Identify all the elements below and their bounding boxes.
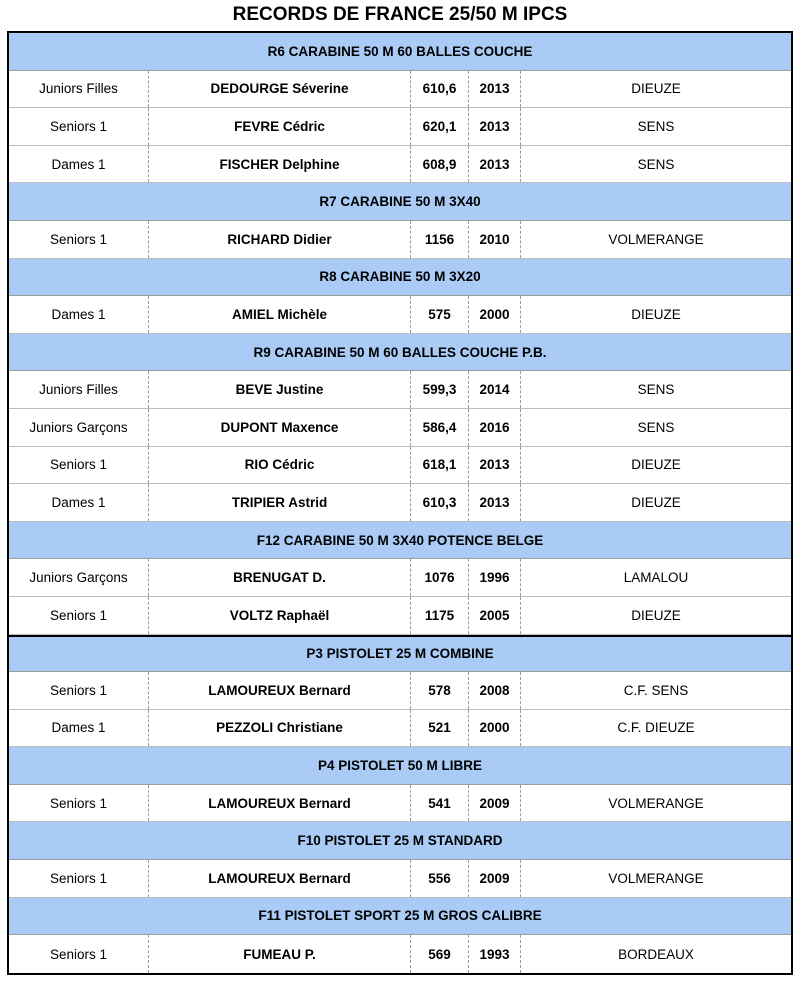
athlete-name-cell: DUPONT Maxence <box>149 409 411 446</box>
score-cell: 610,6 <box>411 71 469 108</box>
athlete-name-cell: BRENUGAT D. <box>149 559 411 596</box>
place-cell: SENS <box>637 156 675 172</box>
category-cell: Juniors Filles <box>9 371 149 408</box>
section-header: R9 CARABINE 50 M 60 BALLES COUCHE P.B. <box>9 334 791 372</box>
year-cell: 2010 <box>469 221 521 258</box>
record-row <box>9 108 791 146</box>
score-cell: 569 <box>411 935 469 973</box>
athlete-name-cell: FEVRE Cédric <box>149 108 411 145</box>
record-row <box>9 785 791 823</box>
record-row <box>9 597 791 635</box>
record-row <box>9 296 791 334</box>
category-cell: Seniors 1 <box>9 597 149 634</box>
category-cell: Dames 1 <box>9 710 149 747</box>
place-cell: VOLMERANGE <box>608 870 704 886</box>
athlete-name-cell: LAMOUREUX Bernard <box>149 860 411 897</box>
score-cell: 575 <box>411 296 469 333</box>
record-row <box>9 409 791 447</box>
category-cell: Seniors 1 <box>9 108 149 145</box>
score-cell: 1156 <box>411 221 469 258</box>
score-cell: 599,3 <box>411 371 469 408</box>
year-cell: 2000 <box>469 296 521 333</box>
year-cell: 2005 <box>469 597 521 634</box>
year-cell: 1996 <box>469 559 521 596</box>
place-cell: VOLMERANGE <box>608 231 704 247</box>
score-cell: 521 <box>411 710 469 747</box>
score-cell: 578 <box>411 672 469 709</box>
page-title: RECORDS DE FRANCE 25/50 M IPCS <box>232 4 568 25</box>
score-cell: 541 <box>411 785 469 822</box>
place-cell: DIEUZE <box>631 306 681 322</box>
year-cell: 2009 <box>469 860 521 897</box>
record-row <box>9 860 791 898</box>
score-cell: 556 <box>411 860 469 897</box>
score-cell: 608,9 <box>411 146 469 183</box>
place-cell: C.F. DIEUZE <box>617 720 695 736</box>
place-cell: VOLMERANGE <box>608 795 704 811</box>
record-row <box>9 447 791 485</box>
record-row <box>9 484 791 522</box>
section-header: R6 CARABINE 50 M 60 BALLES COUCHE <box>9 33 791 71</box>
year-cell: 2014 <box>469 371 521 408</box>
records-table <box>7 31 793 975</box>
place-cell: SENS <box>637 118 675 134</box>
athlete-name-cell: VOLTZ Raphaël <box>149 597 411 634</box>
record-row <box>9 672 791 710</box>
athlete-name-cell: LAMOUREUX Bernard <box>149 672 411 709</box>
record-row <box>9 371 791 409</box>
place-cell: C.F. SENS <box>623 682 689 698</box>
score-cell: 1175 <box>411 597 469 634</box>
section-header: R8 CARABINE 50 M 3X20 <box>9 259 791 297</box>
record-row <box>9 146 791 184</box>
category-cell: Juniors Garçons <box>9 559 149 596</box>
year-cell: 2009 <box>469 785 521 822</box>
place-cell: DIEUZE <box>631 457 681 473</box>
place-cell: BORDEAUX <box>618 946 694 962</box>
category-cell: Seniors 1 <box>9 221 149 258</box>
score-cell: 610,3 <box>411 484 469 521</box>
category-cell: Seniors 1 <box>9 672 149 709</box>
category-cell: Dames 1 <box>9 146 149 183</box>
category-cell: Seniors 1 <box>9 935 149 973</box>
year-cell: 2013 <box>469 484 521 521</box>
athlete-name-cell: TRIPIER Astrid <box>149 484 411 521</box>
category-cell: Dames 1 <box>9 484 149 521</box>
place-cell: SENS <box>637 419 675 435</box>
category-cell: Seniors 1 <box>9 447 149 484</box>
athlete-name-cell: PEZZOLI Christiane <box>149 710 411 747</box>
year-cell: 2013 <box>469 71 521 108</box>
score-cell: 618,1 <box>411 447 469 484</box>
section-header: P4 PISTOLET 50 M LIBRE <box>9 747 791 785</box>
category-cell: Dames 1 <box>9 296 149 333</box>
year-cell: 2008 <box>469 672 521 709</box>
score-cell: 586,4 <box>411 409 469 446</box>
athlete-name-cell: BEVE Justine <box>149 371 411 408</box>
record-row <box>9 935 791 973</box>
year-cell: 2013 <box>469 146 521 183</box>
athlete-name-cell: DEDOURGE Séverine <box>149 71 411 108</box>
year-cell: 2013 <box>469 447 521 484</box>
athlete-name-cell: RICHARD Didier <box>149 221 411 258</box>
record-row <box>9 710 791 748</box>
category-cell: Juniors Garçons <box>9 409 149 446</box>
place-cell: DIEUZE <box>631 81 681 97</box>
category-cell: Seniors 1 <box>9 860 149 897</box>
place-cell: LAMALOU <box>623 570 689 586</box>
section-header: F10 PISTOLET 25 M STANDARD <box>9 822 791 860</box>
athlete-name-cell: FUMEAU P. <box>149 935 411 973</box>
category-cell: Juniors Filles <box>9 71 149 108</box>
record-row <box>9 71 791 109</box>
score-cell: 1076 <box>411 559 469 596</box>
year-cell: 1993 <box>469 935 521 973</box>
score-cell: 620,1 <box>411 108 469 145</box>
section-header: F11 PISTOLET SPORT 25 M GROS CALIBRE <box>9 898 791 936</box>
athlete-name-cell: LAMOUREUX Bernard <box>149 785 411 822</box>
athlete-name-cell: FISCHER Delphine <box>149 146 411 183</box>
athlete-name-cell: AMIEL Michèle <box>149 296 411 333</box>
record-row <box>9 559 791 597</box>
year-cell: 2000 <box>469 710 521 747</box>
year-cell: 2013 <box>469 108 521 145</box>
section-header: F12 CARABINE 50 M 3X40 POTENCE BELGE <box>9 522 791 560</box>
year-cell: 2016 <box>469 409 521 446</box>
place-cell: DIEUZE <box>631 494 681 510</box>
record-row <box>9 221 791 259</box>
place-cell: SENS <box>637 382 675 398</box>
category-cell: Seniors 1 <box>9 785 149 822</box>
section-header: R7 CARABINE 50 M 3X40 <box>9 183 791 221</box>
athlete-name-cell: RIO Cédric <box>149 447 411 484</box>
section-header: P3 PISTOLET 25 M COMBINE <box>9 635 791 673</box>
place-cell: DIEUZE <box>631 607 681 623</box>
